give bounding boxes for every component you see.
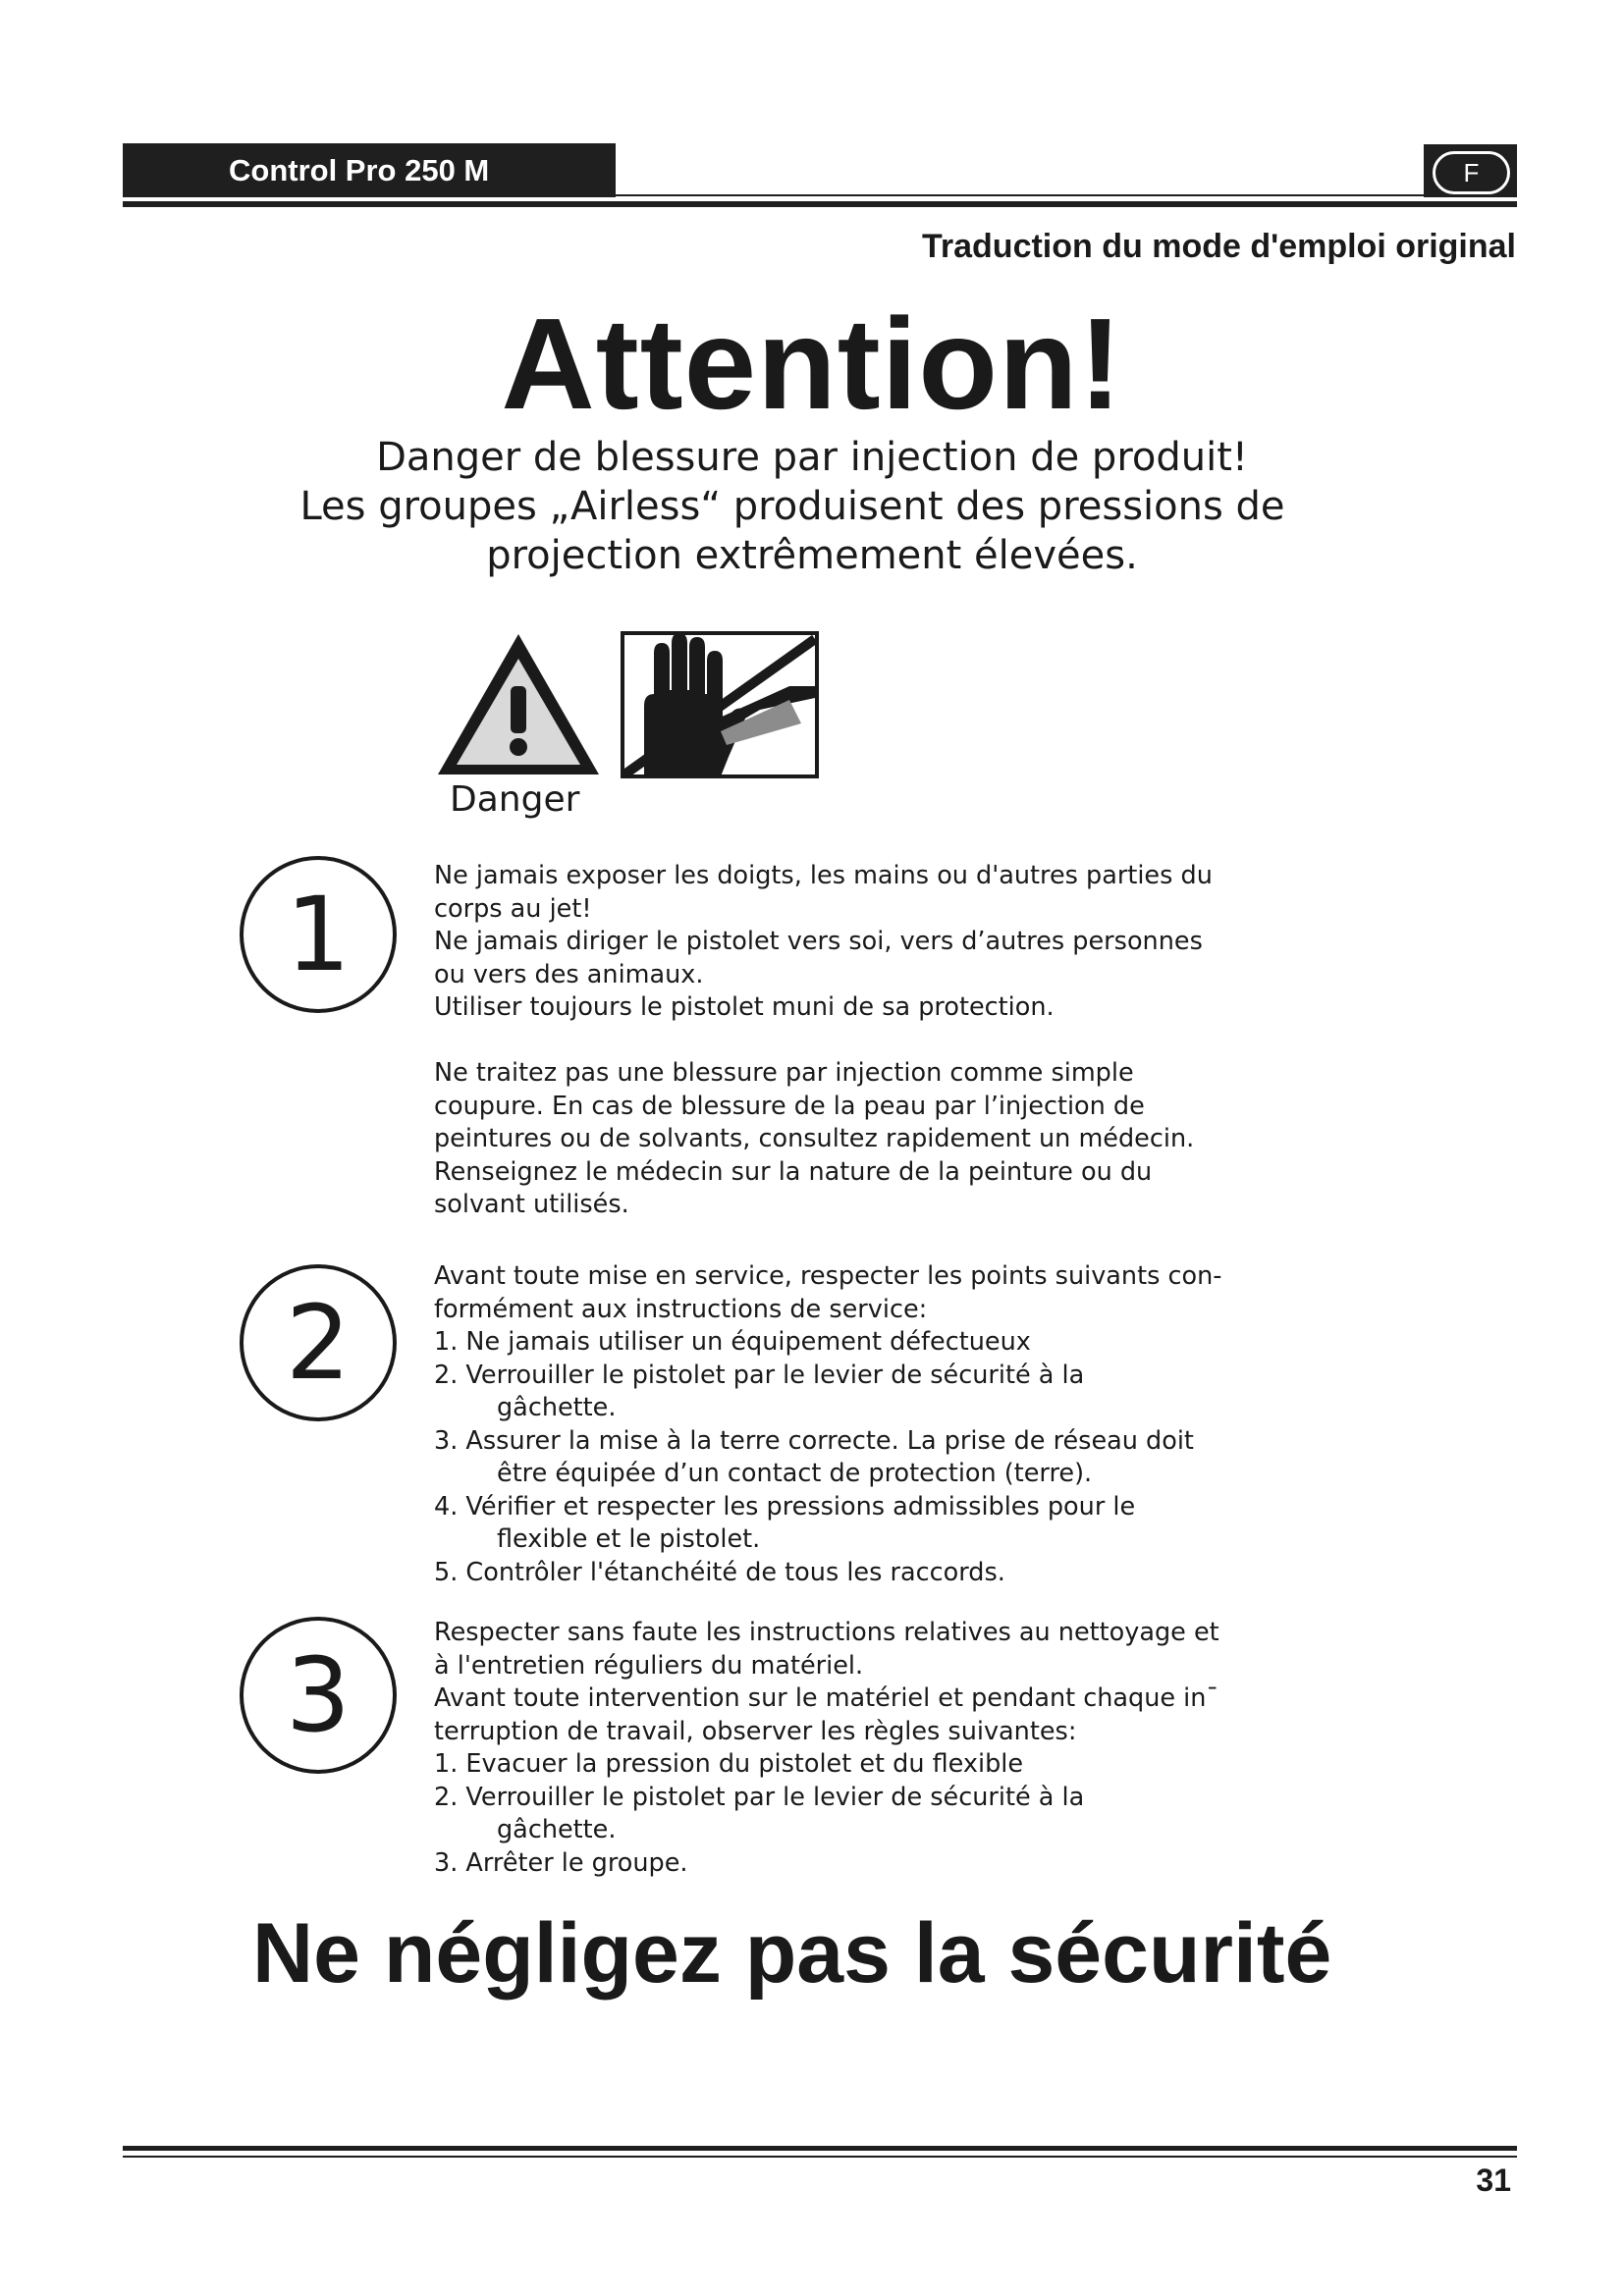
section-1b-line: Ne traitez pas une blessure par injection comme simple xyxy=(434,1058,1134,1088)
section-3-item: 1. Evacuer la pression du pistolet et du flexible xyxy=(434,1749,1024,1779)
section-2-line: formément aux instructions de service: xyxy=(434,1294,928,1324)
section-3-item: 3. Arrêter le groupe. xyxy=(434,1847,688,1878)
section-3-line: Respecter sans faute les instructions relatives au nettoyage et xyxy=(434,1618,1219,1647)
product-title: Control Pro 250 M xyxy=(229,153,490,187)
hand-injection-icon xyxy=(623,633,817,776)
section-number-1: 1 xyxy=(240,856,397,1013)
safety-heading: Ne négligez pas la sécurité xyxy=(252,1906,1332,2001)
section-1-line: ou vers des animaux. xyxy=(434,959,704,989)
header-bar xyxy=(123,143,616,197)
section-2-item: 4. Vérifier et respecter les pressions admissibles pour le xyxy=(434,1491,1136,1522)
section-2-item-cont: être équipée d’un contact de protection (terre). xyxy=(497,1459,1093,1488)
section-2-item-cont: flexible et le pistolet. xyxy=(497,1524,761,1554)
section-1-injection-text xyxy=(434,1057,1219,1222)
section-1b-line: solvant utilisés. xyxy=(434,1190,629,1219)
section-1b-line: Renseignez le médecin sur la nature de la peinture ou du xyxy=(434,1156,1153,1187)
section-2-line: Avant toute mise en service, respecter les points suivants con- xyxy=(434,1261,1222,1291)
section-2-item: 2. Verrouiller le pistolet par le levier de sécurité à la xyxy=(434,1360,1085,1390)
document-subtitle: Traduction du mode d'emploi original xyxy=(922,228,1516,265)
section-3-text xyxy=(434,1617,1239,1880)
main-heading: Attention! xyxy=(501,292,1123,436)
section-2-text xyxy=(434,1260,1239,1589)
warning-line-3: projection extrêmement élevées. xyxy=(486,533,1138,578)
danger-pictograms xyxy=(436,629,829,781)
section-2-item: 3. Assurer la mise à la terre correcte. La prise de réseau doit xyxy=(434,1425,1194,1456)
section-3-item: 2. Verrouiller le pistolet par le levier de sécurité à la xyxy=(434,1782,1085,1812)
warning-triangle-icon xyxy=(438,634,599,774)
section-2-item: 5. Contrôler l'étanchéité de tous les raccords. xyxy=(434,1557,1005,1587)
section-3-line: Avant toute intervention sur le matériel et pendant chaque in¯ xyxy=(434,1683,1219,1713)
section-1-text xyxy=(434,860,1219,1025)
footer-rule xyxy=(123,2156,1517,2158)
section-3-item-cont: gâchette. xyxy=(497,1815,617,1844)
section-1-line: Ne jamais diriger le pistolet vers soi, vers d’autres personnes xyxy=(434,927,1203,956)
page-number: 31 xyxy=(1476,2163,1511,2198)
language-badge-label: F xyxy=(1433,151,1510,194)
section-1b-line: coupure. En cas de blessure de la peau par l’injection de xyxy=(434,1091,1145,1121)
section-number-2: 2 xyxy=(240,1264,397,1421)
section-number-3: 3 xyxy=(240,1617,397,1774)
header-rule xyxy=(616,194,1517,196)
header-rule-thick xyxy=(123,201,1517,207)
section-1-line: corps au jet! xyxy=(434,893,592,924)
language-badge xyxy=(1424,144,1517,197)
section-1b-line: peintures ou de solvants, consultez rapidement un médecin. xyxy=(434,1124,1195,1153)
section-2-item-cont: gâchette. xyxy=(497,1393,617,1422)
section-3-line: à l'entretien réguliers du matériel. xyxy=(434,1650,864,1681)
section-1-line: Ne jamais exposer les doigts, les mains ou d'autres parties du xyxy=(434,861,1213,890)
footer-rule-thick xyxy=(123,2146,1517,2151)
warning-line-2: Les groupes „Airless“ produisent des pressions de xyxy=(299,484,1285,529)
pictogram-label: Danger xyxy=(450,779,580,820)
section-1-line: Utiliser toujours le pistolet muni de sa protection. xyxy=(434,992,1055,1022)
section-3-line: terruption de travail, observer les règles suivantes: xyxy=(434,1716,1077,1746)
section-2-item: 1. Ne jamais utiliser un équipement défectueux xyxy=(434,1327,1031,1357)
warning-line-1: Danger de blessure par injection de produit! xyxy=(376,435,1248,480)
